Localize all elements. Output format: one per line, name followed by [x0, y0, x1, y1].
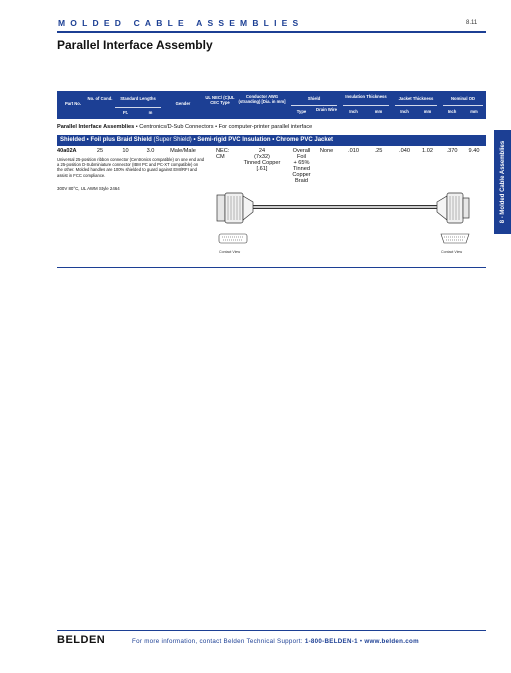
belden-logo: BELDEN — [57, 634, 106, 646]
construction-mid: (Super Shield) — [153, 137, 192, 143]
cell-ft: 10 — [122, 148, 129, 154]
table-header — [57, 91, 486, 119]
footer-separator: • — [357, 638, 365, 645]
th-jkt-mm: mm — [423, 109, 432, 114]
page-number: 8.11 — [466, 20, 478, 26]
nec-line: NEC: — [216, 148, 230, 154]
cell-gender: Male/Male — [170, 148, 196, 154]
footer-contact — [132, 638, 419, 645]
th-no-of-cond: No. of Cond. — [87, 96, 113, 101]
th-shield: Shield — [307, 96, 321, 101]
th-divider — [115, 107, 161, 108]
footer-web-link[interactable]: www.belden.com — [364, 638, 419, 645]
cell-nec — [203, 148, 237, 160]
cell-jkt-mm: 1.02 — [422, 148, 433, 154]
footer-phone[interactable]: 1-800-BELDEN-1 — [304, 638, 358, 645]
construction-right: • Semi-rigid PVC Insulation • Chrome PVC Jacket — [191, 137, 334, 143]
shield-line: Foil — [296, 154, 306, 160]
subsection-heading — [57, 124, 486, 130]
th-m: m — [148, 110, 153, 115]
th-divider — [443, 105, 483, 106]
th-gender: Gender — [175, 101, 191, 106]
th-shield-type: Type — [296, 109, 307, 114]
th-jacket-thickness: Jacket Thickness — [398, 96, 434, 101]
th-od-inch: Inch — [447, 109, 457, 114]
shield-line: Copper — [292, 172, 311, 178]
cell-cond: 25 — [96, 148, 104, 154]
footer-text: For more information, contact Belden Technical Support: — [132, 638, 305, 645]
construction-left: Shielded • Foil plus Braid Shield — [60, 137, 154, 143]
awg-line: (7x32) — [254, 154, 270, 160]
th-divider — [343, 105, 389, 106]
shield-line: Overall — [292, 148, 311, 154]
th-od-mm: mm — [470, 109, 478, 114]
side-tab-label: 8 - Molded Cable Assemblies — [499, 140, 506, 224]
awg-line: Tinned Copper — [243, 160, 281, 166]
th-conductor-awg: Conductor AWG (stranding) [Dia. in mm] — [238, 94, 286, 104]
cell-jkt-inch: .040 — [399, 148, 410, 154]
awg-line: 24 — [258, 148, 266, 154]
th-ft: Ft. — [122, 110, 129, 115]
cell-shield-type — [289, 148, 314, 184]
th-divider — [291, 105, 337, 106]
th-nominal-od: Nominal OD — [451, 96, 475, 101]
side-tab — [494, 130, 511, 234]
cell-ins-mm: .25 — [374, 148, 383, 154]
awg-line: [.61] — [256, 166, 268, 172]
product-rating: 300V 80°C, UL AWM Style 2464 — [57, 186, 120, 191]
contact-view-caption-left: Contact View — [219, 250, 241, 254]
cell-m: 3.0 — [146, 148, 155, 154]
th-ins-inch: Inch — [349, 109, 358, 114]
subsection-subtitle: • Centronics/D-Sub Connectors • For computer-printer parallel interface — [134, 124, 313, 130]
th-divider — [395, 105, 437, 106]
cell-od-mm: 9.40 — [468, 148, 480, 154]
th-drain-wire: Drain Wire — [316, 107, 337, 112]
subsection-title: Parallel Interface Assemblies — [57, 124, 135, 130]
th-ins-mm: mm — [374, 109, 383, 114]
cell-od-inch: .370 — [446, 148, 458, 154]
th-jkt-inch: Inch — [400, 109, 409, 114]
shield-line: + 65% — [293, 160, 310, 166]
th-part-no: Part No. — [64, 101, 82, 106]
cable-assembly-illustration — [213, 190, 475, 256]
construction-bar — [57, 135, 486, 146]
cell-ins-inch: .010 — [348, 148, 359, 154]
table-bottom-rule — [57, 267, 486, 268]
section-title: MOLDED CABLE ASSEMBLIES — [58, 18, 304, 28]
cell-awg — [237, 148, 287, 172]
th-ul-nec: UL NEC/ (C)UL CEC Type — [205, 95, 235, 105]
footer-rule — [57, 630, 486, 631]
th-insulation-thickness: Insulation Thickness — [345, 94, 387, 99]
contact-view-caption-right: Contact View — [441, 250, 463, 254]
shield-line: Tinned — [293, 166, 310, 172]
product-description: Universal 25-position ribbon connector (Centronics compatible) on one end and a 25-position D-Subminiature connector (IBM PC and PC-XT compatible) on the other. Molded handles are 100% shielded to guard against EMI/RFI and assist in FCC compliance. — [57, 157, 205, 178]
nec-line: CM — [216, 154, 225, 160]
shield-line: Braid — [294, 178, 309, 184]
cell-drain: None — [319, 148, 334, 154]
page-title: Parallel Interface Assembly — [57, 38, 213, 52]
top-rule — [57, 31, 486, 33]
cell-part-no: 40a02A — [57, 148, 77, 154]
th-standard-lengths: Standard Lengths — [120, 96, 156, 101]
